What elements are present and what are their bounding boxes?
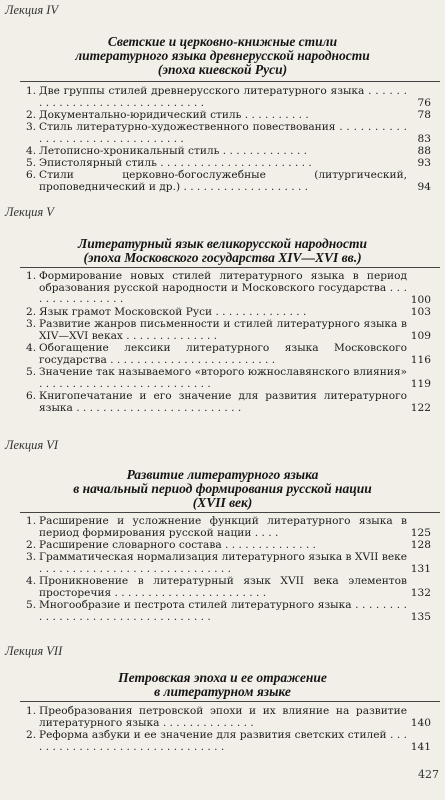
item-text: Стили церковно-богослужебные (литургический, проповеднический и др.) . . . . . . . . . . . . . . . . . . . [39, 169, 407, 193]
section-divider [20, 701, 440, 702]
lecture-title-line: в начальный период формирования русской нации [73, 481, 372, 496]
section-divider [20, 81, 440, 82]
item-number: 5. [26, 599, 37, 611]
page-number: 116 [410, 354, 431, 366]
item-text: Обогащение лексики литературного языка Московского государства . . . . . . . . . . . . . . . . . . . . . . . . . [39, 342, 407, 366]
item-number: 5. [26, 366, 37, 378]
lecture-title-line: Светские и церковно-книжные стили [107, 34, 338, 49]
page-number: 78 [417, 109, 431, 121]
lecture-title-line: Литературный язык великорусской народности [78, 236, 367, 251]
page-number: 135 [410, 611, 431, 623]
item-text: Две группы стилей древнерусского литературного языка . . . . . . . . . . . . . . . . . . . . . . . . . . . . . . . [39, 85, 407, 109]
item-text: Реформа азбуки и ее значение для развития светских стилей . . . . . . . . . . . . . . . . . . . . . . . . . . . . . . . [39, 729, 407, 753]
page-number: 122 [410, 402, 431, 414]
page-folio: 427 [418, 768, 439, 781]
item-text: Расширение словарного состава . . . . . . . . . . . . . . [39, 539, 316, 551]
lecture-title-line: Развитие литературного языка [126, 467, 319, 482]
lecture-label: Лекция VI [5, 438, 59, 452]
page-number: 132 [410, 587, 431, 599]
item-text: Развитие жанров письменности и стилей литературного языка в XIV—XVI веках . . . . . . . . . . . . . . [39, 318, 407, 342]
item-number: 3. [26, 121, 37, 133]
item-text: Документально-юридический стиль . . . . . . . . . . [39, 109, 309, 121]
item-number: 2. [26, 109, 37, 121]
item-number: 4. [26, 145, 37, 157]
page-number: 103 [410, 306, 431, 318]
item-text: Летописно-хроникальный стиль . . . . . . . . . . . . . [39, 145, 307, 157]
item-text: Стиль литературно-художественного повествования . . . . . . . . . . . . . . . . . . . . . . . . . . . . . . . . [39, 121, 407, 145]
item-text: Преобразования петровской эпохи и их влияние на развитие литературного языка . . . . . . . . . . . . . . [39, 705, 407, 729]
lecture-label: Лекция VII [5, 644, 63, 658]
page-number: 119 [410, 378, 431, 390]
lecture-title-line: (эпоха Московского государства XIV—XVI вв.) [83, 250, 362, 265]
lecture-title-line: Петровская эпоха и ее отражение [118, 670, 327, 685]
item-text: Эпистолярный стиль . . . . . . . . . . . . . . . . . . . . . . . [39, 157, 312, 169]
item-number: 4. [26, 575, 37, 587]
item-number: 5. [26, 157, 37, 169]
item-text: Проникновение в литературный язык XVII века элементов просторечия . . . . . . . . . . . . . . . . . . . . . . . [39, 575, 407, 599]
item-text: Формирование новых стилей литературного языка в период образования русской народности и Московского государства . . . . . . . . . . . . . . . . [39, 270, 407, 306]
page-number: 125 [410, 527, 431, 539]
page-number: 88 [417, 145, 431, 157]
page-number: 94 [417, 181, 431, 193]
item-number: 3. [26, 318, 37, 330]
section-divider [20, 267, 440, 268]
item-number: 1. [26, 515, 37, 527]
lecture-label: Лекция V [5, 205, 54, 219]
page-number: 128 [410, 539, 431, 551]
item-number: 2. [26, 729, 37, 741]
item-number: 6. [26, 390, 37, 402]
item-number: 6. [26, 169, 37, 181]
item-text: Значение так называемого «второго южнославянского влияния» . . . . . . . . . . . . . . . . . . . . . . . . . . [39, 366, 407, 390]
item-text: Язык грамот Московской Руси . . . . . . . . . . . . . . [39, 306, 307, 318]
page-number: 93 [417, 157, 431, 169]
item-number: 1. [26, 85, 37, 97]
item-number: 1. [26, 705, 37, 717]
section-divider [20, 512, 440, 513]
item-number: 2. [26, 306, 37, 318]
lecture-title-line: (эпоха киевской Руси) [157, 62, 288, 77]
item-number: 2. [26, 539, 37, 551]
item-text: Многообразие и пестрота стилей литературного языка . . . . . . . . . . . . . . . . . . . . . . . . . . . . . . . . . . [39, 599, 407, 623]
item-number: 4. [26, 342, 37, 354]
page-number: 141 [410, 741, 431, 753]
lecture-title-line: (XVII век) [192, 495, 253, 510]
page-number: 109 [410, 330, 431, 342]
page-number: 83 [417, 133, 431, 145]
page-number: 140 [410, 717, 431, 729]
item-text: Книгопечатание и его значение для развития литературного языка . . . . . . . . . . . . . . . . . . . . . . . . . [39, 390, 407, 414]
item-text: Грамматическая нормализация литературного языка в XVII веке . . . . . . . . . . . . . . . . . . . . . . . . . . . . . [39, 551, 407, 575]
page-number: 100 [410, 294, 431, 306]
item-text: Расширение и усложнение функций литературного языка в период формирования русской нации . . . . [39, 515, 407, 539]
lecture-title-line: в литературном языке [154, 684, 291, 699]
lecture-label: Лекция IV [5, 3, 59, 17]
page-number: 76 [417, 97, 431, 109]
item-number: 1. [26, 270, 37, 282]
lecture-title-line: литературного языка древнерусской народности [75, 48, 370, 63]
item-number: 3. [26, 551, 37, 563]
page-number: 131 [410, 563, 431, 575]
